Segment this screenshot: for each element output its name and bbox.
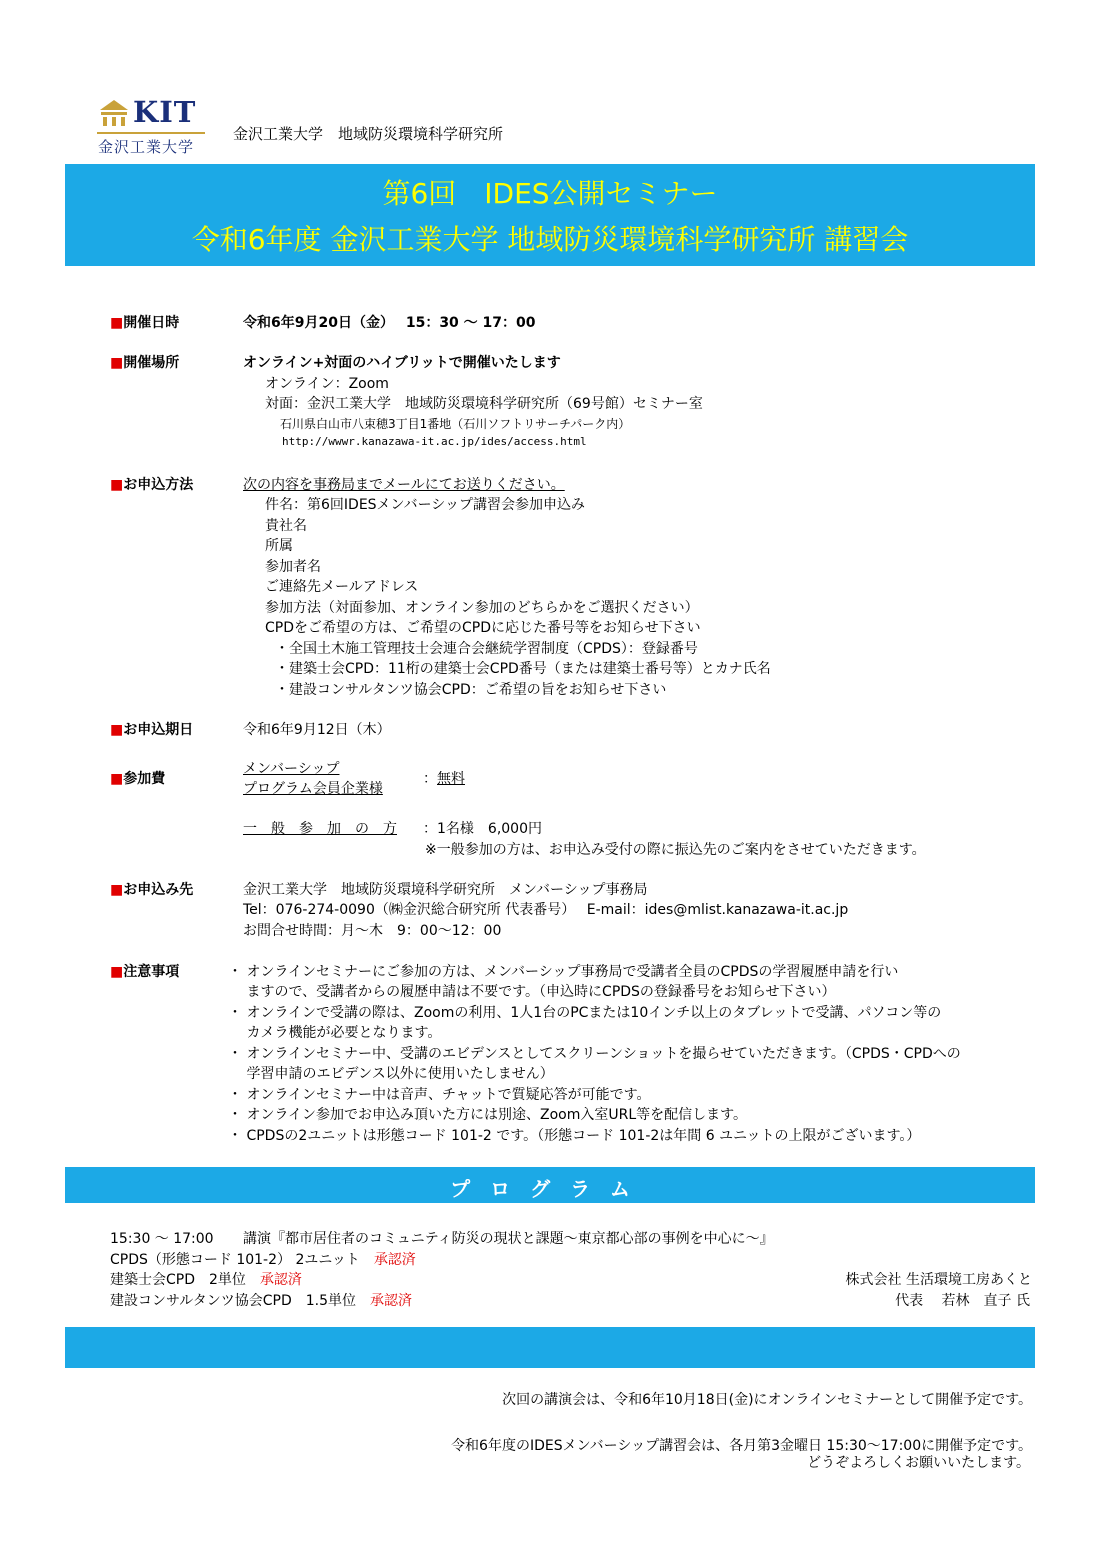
cpd-item: ・全国土木施工管理技士会連合会継続学習制度（CPDS）：登録番号 bbox=[275, 641, 698, 657]
note-line: カメラ機能が必要となります。 bbox=[228, 1025, 442, 1041]
deadline-label: ■お申込期日 bbox=[110, 722, 194, 738]
approved-badge: 承認済 bbox=[259, 1272, 302, 1288]
banner-title-line1: 第6回 IDES公開セミナー bbox=[382, 177, 718, 210]
speaker-name: 代表 若林 直子 氏 bbox=[895, 1293, 1030, 1309]
note-line: ・ CPDSの2ユニットは形態コード 101-2 です。（形態コード 101-2は年間 6 ユニットの上限がございます。） bbox=[228, 1128, 921, 1144]
venue-onsite: 対面：金沢工業大学 地域防災環境科学研究所（69号館）セミナー室 bbox=[265, 396, 703, 412]
program-consul: 建設コンサルタンツ協会CPD 1.5単位 承認済 bbox=[110, 1293, 413, 1309]
venue-lead: オンライン+対面のハイブリットで開催いたします bbox=[243, 355, 561, 371]
program-kenchiku: 建築士会CPD 2単位 承認済 bbox=[110, 1272, 302, 1288]
note-line: 学習申請のエビデンス以外に使用いたしません） bbox=[228, 1066, 554, 1082]
fee-label: ■参加費 bbox=[110, 771, 166, 787]
note-line: ・ オンラインセミナーにご参加の方は、メンバーシップ事務局で受講者全員のCPDSの学習履歴申請を行い bbox=[228, 964, 899, 980]
speaker-org: 株式会社 生活環境工房あくと bbox=[845, 1272, 1032, 1288]
logo-subtitle: 金沢工業大学 bbox=[98, 138, 195, 156]
fee-member-value: ：無料 bbox=[423, 771, 465, 787]
apply-item: CPDをご希望の方は、ご希望のCPDに応じた番号等をお知らせ下さい bbox=[265, 620, 701, 636]
footer-schedule: 令和6年度のIDESメンバーシップ講習会は、各月第3金曜日 15:30～17:00に開催予定です。 bbox=[451, 1438, 1032, 1454]
apply-lead: 次の内容を事務局までメールにてお送りください。 bbox=[243, 477, 565, 493]
venue-address: 石川県白山市八束穂3丁目1番地（石川ソフトリサーチパーク内） bbox=[280, 417, 631, 431]
logo-divider bbox=[97, 132, 205, 134]
institute-name: 金沢工業大学 地域防災環境科学研究所 bbox=[233, 125, 504, 143]
fee-general-value: ：1名様 6,000円 bbox=[423, 821, 542, 837]
note-line: ・ オンラインで受講の際は、Zoomの利用、1人1台のPCまたは10インチ以上のタブレットで受講、パソコン等の bbox=[228, 1005, 942, 1021]
note-line: ・ オンラインセミナー中、受講のエビデンスとしてスクリーンショットを撮らせていただきます。（CPDS・CPDへの bbox=[228, 1046, 961, 1062]
program-header-bar bbox=[65, 1167, 1035, 1203]
date-value: 令和6年9月20日（金） 15：30 ～ 17：00 bbox=[243, 315, 536, 331]
venue-label: ■開催場所 bbox=[110, 355, 180, 371]
apply-item: 件名：第6回IDESメンバーシップ講習会参加申込み bbox=[265, 497, 586, 513]
logo-text: KIT bbox=[133, 95, 197, 129]
date-label: ■開催日時 bbox=[110, 315, 180, 331]
contact-line1: 金沢工業大学 地域防災環境科学研究所 メンバーシップ事務局 bbox=[243, 882, 648, 898]
notes-label: ■注意事項 bbox=[110, 964, 180, 980]
apply-item: ご連絡先メールアドレス bbox=[265, 579, 419, 595]
title-banner bbox=[65, 164, 1035, 266]
kit-emblem-icon bbox=[97, 98, 131, 128]
fee-member-line1: メンバーシップ bbox=[243, 761, 340, 777]
venue-url[interactable]: http://wwwr.kanazawa-it.ac.jp/ides/access.html bbox=[282, 435, 587, 448]
deadline-value: 令和6年9月12日（木） bbox=[243, 722, 391, 738]
kit-logo bbox=[97, 96, 207, 156]
footer-next-seminar: 次回の講演会は、令和6年10月18日(金)にオンラインセミナーとして開催予定です。 bbox=[502, 1392, 1032, 1408]
note-line: ・ オンラインセミナー中は音声、チャットで質疑応答が可能です。 bbox=[228, 1087, 651, 1103]
footer-closing: どうぞよろしくお願いいたします。 bbox=[807, 1455, 1030, 1471]
program-cpds: CPDS（形態コード 101-2） 2ユニット 承認済 bbox=[110, 1252, 416, 1268]
contact-line3: お問合せ時間：月～木 9：00～12：00 bbox=[243, 923, 502, 939]
approved-badge: 承認済 bbox=[373, 1252, 416, 1268]
program-time: 15:30 ～ 17:00 bbox=[110, 1231, 214, 1247]
program-title: プログラム bbox=[450, 1177, 650, 1201]
contact-label: ■お申込み先 bbox=[110, 882, 194, 898]
fee-general-note: ※一般参加の方は、お申込み受付の際に振込先のご案内をさせていただきます。 bbox=[425, 842, 926, 858]
apply-item: 所属 bbox=[265, 538, 293, 554]
banner-title-line2: 令和6年度 金沢工業大学 地域防災環境科学研究所 講習会 bbox=[191, 223, 909, 256]
venue-online: オンライン：Zoom bbox=[265, 376, 389, 392]
bottom-bar bbox=[65, 1327, 1035, 1368]
apply-label: ■お申込方法 bbox=[110, 477, 194, 493]
apply-item: 参加者名 bbox=[265, 559, 321, 575]
fee-member-line2: プログラム会員企業様 bbox=[243, 781, 383, 797]
contact-line2: Tel：076-274-0090（㈱金沢総合研究所 代表番号） E-mail：ides@mlist.kanazawa-it.ac.jp bbox=[243, 902, 849, 918]
note-line: ますので、受講者からの履歴申請は不要です。（申込時にCPDSの登録番号をお知らせ下さい） bbox=[228, 984, 836, 1000]
fee-general-label: 一 般 参 加 の 方 bbox=[243, 821, 397, 837]
approved-badge: 承認済 bbox=[370, 1293, 413, 1309]
cpd-item: ・建築士会CPD：11桁の建築士会CPD番号（または建築士番号等）とカナ氏名 bbox=[275, 661, 771, 677]
apply-item: 貴社名 bbox=[265, 518, 307, 534]
program-lecture: 講演『都市居住者のコミュニティ防災の現状と課題～東京都心部の事例を中心に～』 bbox=[243, 1231, 774, 1247]
note-line: ・ オンライン参加でお申込み頂いた方には別途、Zoom入室URL等を配信します。 bbox=[228, 1107, 748, 1123]
cpd-item: ・建設コンサルタンツ協会CPD：ご希望の旨をお知らせ下さい bbox=[275, 682, 667, 698]
apply-item: 参加方法（対面参加、オンライン参加のどちらかをご選択ください） bbox=[265, 600, 699, 616]
